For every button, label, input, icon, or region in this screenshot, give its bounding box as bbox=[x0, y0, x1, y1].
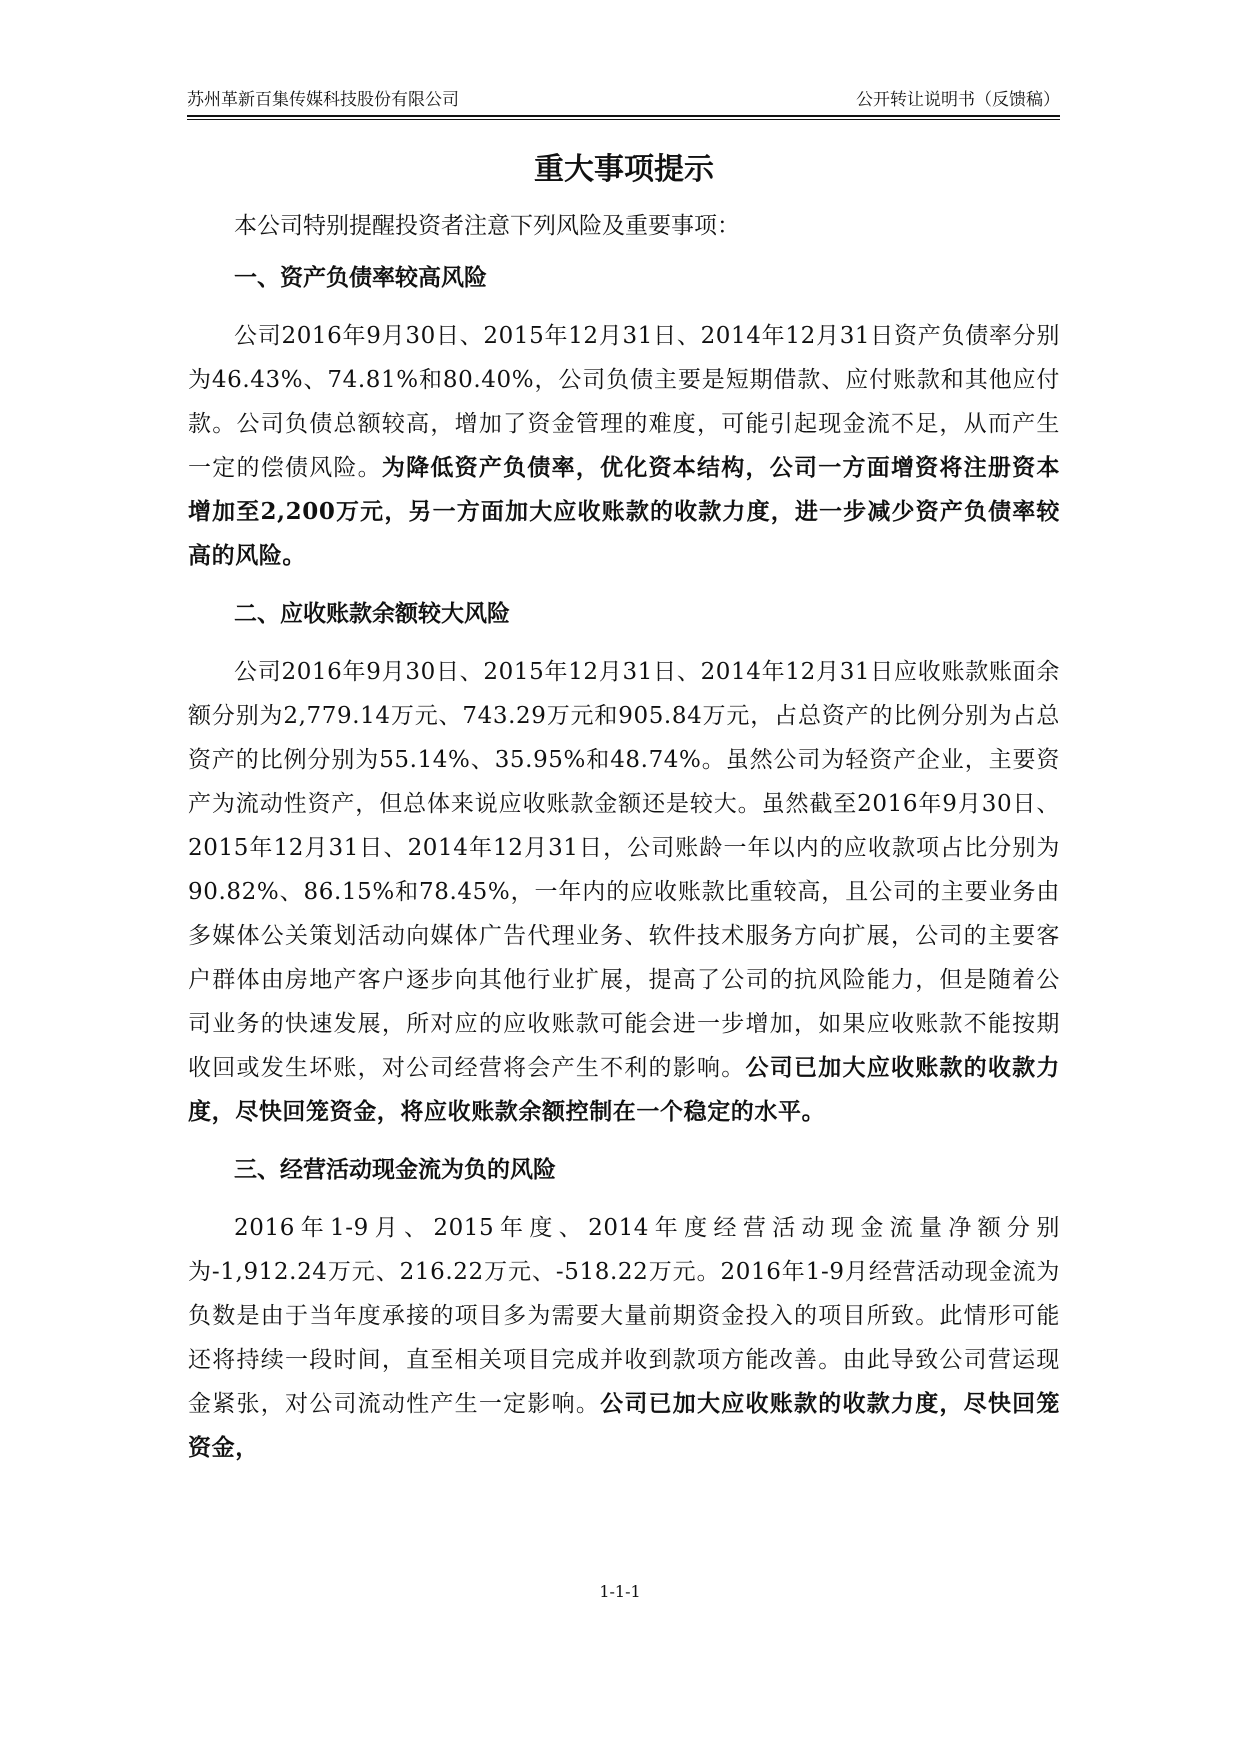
section-paragraph bbox=[188, 650, 1060, 1134]
section-heading: 二、应收账款余额较大风险 bbox=[234, 600, 510, 627]
page-number: 1-1-1 bbox=[599, 1582, 641, 1601]
header-rule-thin bbox=[187, 119, 1060, 120]
page-body bbox=[188, 150, 1060, 1484]
section-1 bbox=[188, 256, 1060, 578]
header-company-name: 苏州革新百集传媒科技股份有限公司 bbox=[187, 90, 459, 110]
page-header bbox=[187, 86, 1060, 114]
paragraph-text: 公司2016年9月30日、2015年12月31日、2014年12月31日资产负债率分别为46.43%、74.81%和80.40%，公司负债主要是短期借款、应付账款和其他应付款。公司负债总额较高，增加了资金管理的难度，可能引起现金流不足，从而产生一定的偿债风险。 bbox=[188, 323, 1060, 481]
section-heading: 三、经营活动现金流为负的风险 bbox=[234, 1156, 556, 1183]
paragraph-text: 公司2016年9月30日、2015年12月31日、2014年12月31日应收账款账面余额分别为2,779.14万元、743.29万元和905.84万元，占总资产的比例分别为占总资产的比例分别为55.14%、35.95%和48.74%。虽然公司为轻资产企业，主要资产为流动性资产，但总体来说应收账款金额还是较大。虽然截至2016年9月30日、2015年12月31日、2014年12月31日，公司账龄一年以内的应收款项占比分别为90.82%、86.15%和78.45%，一年内的应收账款比重较高，且公司的主要业务由多媒体公关策划活动向媒体广告代理业务、软件技术服务方向扩展，公司的主要客户群体由房地产客户逐步向其他行业扩展，提高了公司的抗风险能力，但是随着公司业务的快速发展，所对应的应收账款可能会进一步增加，如果应收账款不能按期收回或发生坏账，对公司经营将会产生不利的影响。 bbox=[188, 659, 1060, 1081]
paragraph-bold-text: 为降低资产负债率，优化资本结构，公司一方面增资将注册资本增加至2,200万元，另一方面加大应收账款的收款力度，进一步减少资产负债率较高的风险。 bbox=[188, 454, 1060, 569]
paragraph-text: 2016年1-9月、2015年度、2014年度经营活动现金流量净额分别为-1,912.24万元、216.22万元、-518.22万元。2016年1-9月经营活动现金流为负数是由于当年度承接的项目多为需要大量前期资金投入的项目所致。此情形可能还将持续一段时间，直至相关项目完成并收到款项方能改善。由此导致公司营运现金紧张，对公司流动性产生一定影响。 bbox=[188, 1215, 1060, 1417]
section-heading: 一、资产负债率较高风险 bbox=[234, 264, 487, 291]
section-paragraph bbox=[188, 314, 1060, 578]
intro-paragraph: 本公司特别提醒投资者注意下列风险及重要事项： bbox=[234, 213, 740, 239]
paragraph-bold-text: 公司已加大应收账款的收款力度，尽快回笼资金，将应收账款余额控制在一个稳定的水平。 bbox=[188, 1054, 1060, 1125]
header-document-type: 公开转让说明书（反馈稿） bbox=[856, 90, 1060, 110]
header-rule bbox=[187, 115, 1060, 117]
section-2 bbox=[188, 592, 1060, 1134]
paragraph-bold-text: 公司已加大应收账款的收款力度，尽快回笼资金， bbox=[188, 1390, 1060, 1461]
section-3 bbox=[188, 1148, 1060, 1470]
page-title: 重大事项提示 bbox=[534, 152, 714, 187]
section-paragraph bbox=[188, 1206, 1060, 1470]
